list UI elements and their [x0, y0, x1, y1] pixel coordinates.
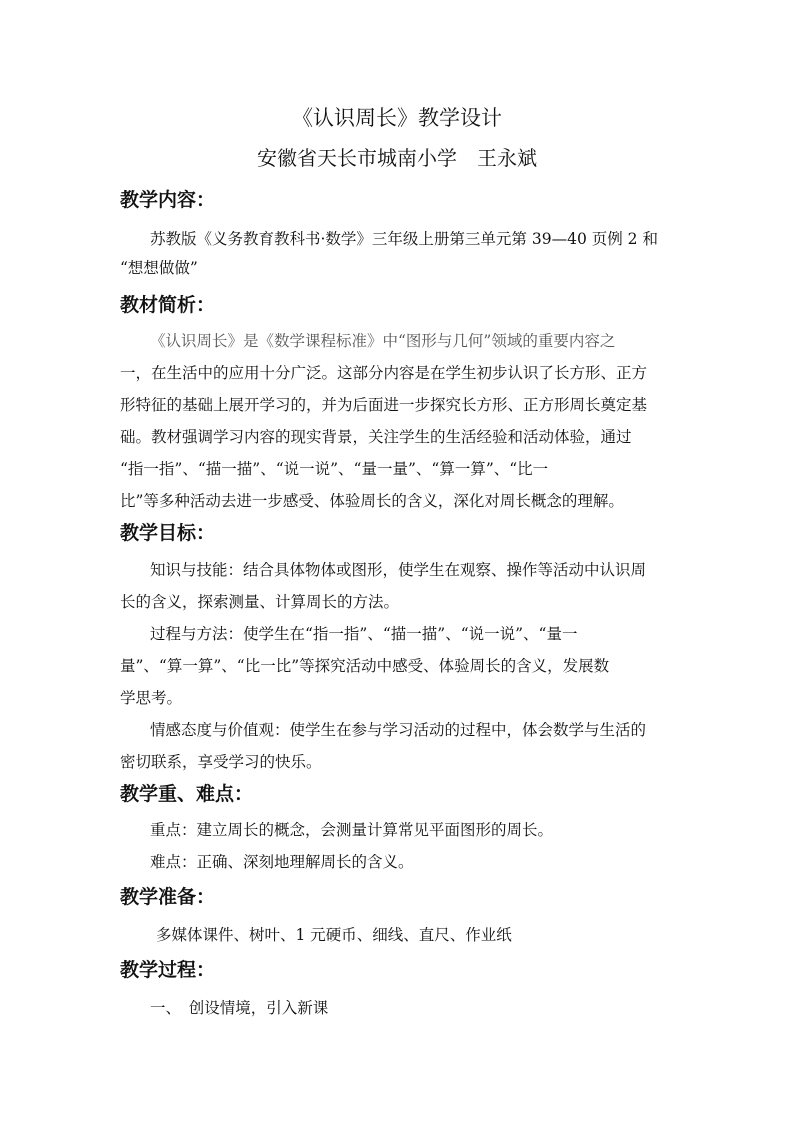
- document-author: 安徽省天长市城南小学 王永斌: [257, 146, 537, 170]
- analysis-line: 《认识周长》是《数学课程标准》中“图形与几何”领域的重要内容之: [150, 332, 616, 350]
- keypoints-line: 难点：正确、深刻地理解周长的含义。: [150, 853, 414, 871]
- goals-line: 过程与方法：使学生在“指一指”、“描一描”、“说一说”、“量一: [150, 625, 578, 643]
- content-line: 苏教版《义务教育教科书·数学》三年级上册第三单元第 39—40 页例 2 和: [150, 230, 658, 248]
- heading-prep: 教学准备：: [120, 886, 216, 908]
- heading-goals: 教学目标：: [120, 522, 216, 544]
- analysis-line: 一，在生活中的应用十分广泛。这部分内容是在学生初步认识了长方形、正方: [120, 364, 648, 382]
- goals-line: 知识与技能：结合具体物体或图形，使学生在观察、操作等活动中认识周: [150, 561, 647, 579]
- goals-line: 长的含义，探索测量、计算周长的方法。: [120, 593, 400, 611]
- process-line: 一、 创设情境，引入新课: [150, 999, 329, 1017]
- analysis-line: “指一指”、“描一描”、“说一说”、“量一量”、“算一算”、“比一: [120, 460, 549, 478]
- heading-keypoints: 教学重、难点：: [120, 783, 254, 805]
- goals-line: 密切联系，享受学习的快乐。: [120, 753, 322, 771]
- goals-line: 量”、“算一算”、“比一比”等探究活动中感受、体验周长的含义，发展数: [120, 657, 610, 675]
- analysis-line: 形特征的基础上展开学习的，并为后面进一步探究长方形、正方形周长奠定基: [120, 396, 648, 414]
- analysis-line: 比”等多种活动去进一步感受、体验周长的含义，深化对周长概念的理解。: [120, 492, 624, 510]
- heading-content: 教学内容：: [120, 189, 216, 211]
- prep-line: 多媒体课件、树叶、1 元硬币、细线、直尺、作业纸: [156, 926, 512, 944]
- content-line: “想想做做”: [120, 259, 198, 277]
- heading-analysis: 教材简析：: [120, 294, 216, 316]
- document-title: 《认识周长》教学设计: [292, 106, 502, 130]
- keypoints-line: 重点：建立周长的概念，会测量计算常见平面图形的周长。: [150, 821, 554, 839]
- heading-process: 教学过程：: [120, 959, 216, 981]
- analysis-line: 础。教材强调学习内容的现实背景，关注学生的生活经验和活动体验，通过: [120, 428, 632, 446]
- goals-line: 学思考。: [120, 689, 183, 707]
- goals-line: 情感态度与价值观：使学生在参与学习活动的过程中，体会数学与生活的: [150, 721, 647, 739]
